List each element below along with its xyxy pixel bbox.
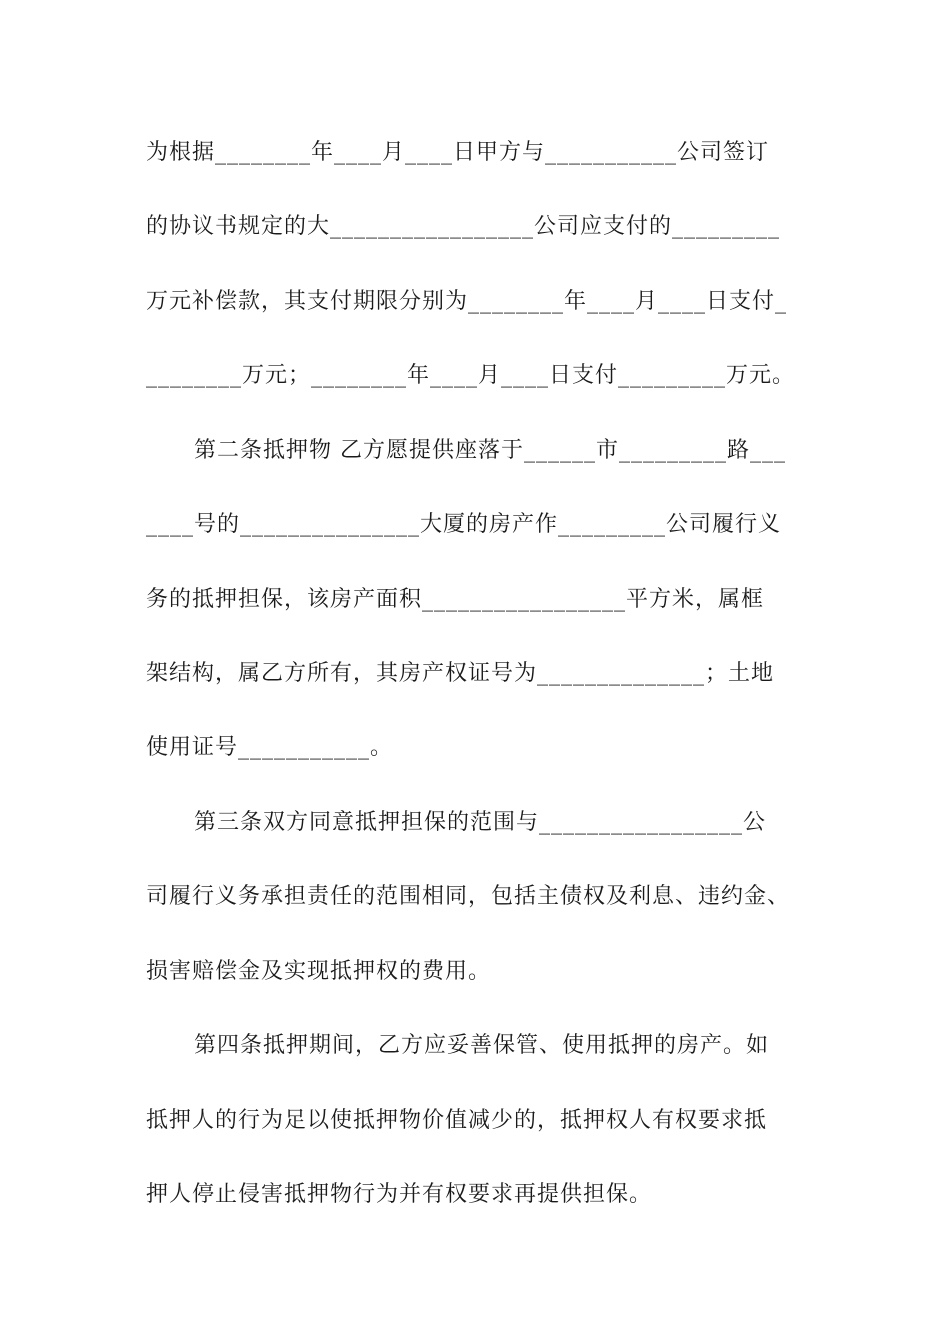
paragraph-line: 为根据________年____月____日甲方与___________公司签订 [146, 140, 770, 165]
paragraph-line: 务的抵押担保，该房产面积_________________平方米，属框 [146, 587, 765, 612]
paragraph-line: ________万元；________年____月____日支付_________万元。 [146, 363, 796, 388]
paragraph-line: 押人停止侵害抵押物行为并有权要求再提供担保。 [146, 1182, 653, 1207]
article-2-heading-line: 第二条抵押物 乙方愿提供座落于______市_________路___ [194, 438, 786, 463]
paragraph-line: 万元补偿款，其支付期限分别为________年____月____日支付_ [146, 289, 788, 314]
paragraph-line: 使用证号___________。 [146, 735, 394, 760]
paragraph-line: 司履行义务承担责任的范围相同，包括主债权及利息、违约金、 [146, 884, 791, 909]
paragraph-line: 架结构，属乙方所有，其房产权证号为______________；土地 [146, 661, 775, 686]
paragraph-line: 抵押人的行为足以使抵押物价值减少的，抵押权人有权要求抵 [146, 1108, 768, 1133]
article-4-heading-line: 第四条抵押期间，乙方应妥善保管、使用抵押的房产。如 [194, 1033, 770, 1058]
paragraph-line: 损害赔偿金及实现抵押权的费用。 [146, 959, 492, 984]
paragraph-line: ____号的_______________大厦的房产作_________公司履行义 [146, 512, 782, 537]
paragraph-line: 的协议书规定的大_________________公司应支付的_________ [146, 214, 781, 239]
article-3-heading-line: 第三条双方同意抵押担保的范围与_________________公 [194, 810, 767, 835]
